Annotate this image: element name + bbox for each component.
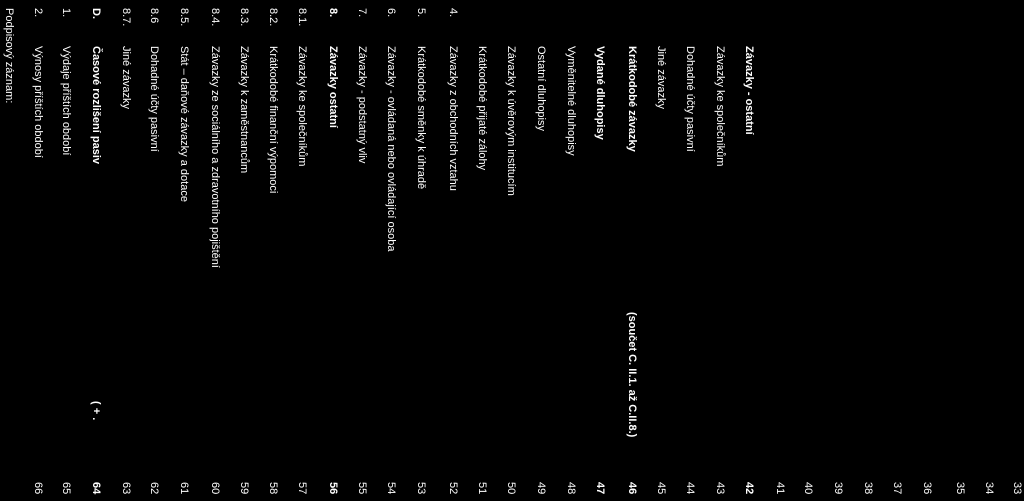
row-label: Závazky - podstatný vliv (356, 46, 368, 164)
row-label: Výnosy příštích období (32, 46, 44, 158)
table-row (979, 0, 999, 501)
table-row (1007, 0, 1024, 501)
table-row (292, 0, 312, 501)
table-row (622, 0, 642, 501)
row-line-number: 49 (535, 482, 547, 495)
table-row (0, 0, 19, 501)
table-row (174, 0, 194, 501)
row-label: Dohadné účty pasivní (684, 46, 696, 152)
table-row (323, 0, 343, 501)
row-line-number: 53 (415, 482, 427, 495)
table-row (263, 0, 283, 501)
row-number: D. (90, 8, 102, 19)
row-line-number: 40 (802, 482, 814, 495)
row-line-number: 50 (505, 482, 517, 495)
row-label: Časové rozlišení pasiv (90, 46, 102, 164)
row-label: Stát – daňové závazky a dotace (178, 46, 190, 202)
table-row (352, 0, 372, 501)
row-label: Jiné závazky (655, 46, 667, 109)
row-line-number: 64 (90, 482, 102, 495)
table-row (739, 0, 759, 501)
table-row (917, 0, 937, 501)
row-line-number: 45 (655, 482, 667, 495)
row-label: Závazky k úvěrovým institucím (505, 46, 517, 196)
row-line-number: 36 (921, 482, 933, 495)
row-formula: ( + . (90, 401, 102, 421)
row-line-number: 66 (32, 482, 44, 495)
row-line-number: 61 (178, 482, 190, 495)
table-row (798, 0, 818, 501)
row-label: Ostatní dluhopisy (535, 46, 547, 131)
table-row (205, 0, 225, 501)
table-row (144, 0, 164, 501)
table-row (680, 0, 700, 501)
table-row (234, 0, 254, 501)
row-number: 8.2. (267, 8, 279, 27)
table-row (858, 0, 878, 501)
row-label: Krátkodobé přijaté zálohy (476, 46, 488, 171)
row-line-number: 39 (832, 482, 844, 495)
row-label: Krátkodobé směnky k úhradě (415, 46, 427, 190)
row-line-number: 42 (743, 482, 755, 495)
table-row (531, 0, 551, 501)
table-row (472, 0, 492, 501)
table-row (28, 0, 48, 501)
row-line-number: 41 (774, 482, 786, 495)
table-row (770, 0, 790, 501)
row-label: Jiné závazky (120, 46, 132, 109)
row-line-number: 52 (447, 482, 459, 495)
table-row (828, 0, 848, 501)
row-label: Závazky ke společníkům (714, 46, 726, 167)
row-line-number: 38 (862, 482, 874, 495)
row-number: 4. (447, 8, 459, 18)
row-line-number: 37 (891, 482, 903, 495)
row-number: 6. (385, 8, 397, 18)
row-line-number: 46 (626, 482, 638, 495)
row-line-number: 51 (476, 482, 488, 495)
row-label: Závazky - ostatní (743, 46, 755, 135)
row-label: Závazky - ovládaná nebo ovládající osoba (385, 46, 397, 252)
row-line-number: 60 (209, 482, 221, 495)
row-line-number: 65 (60, 482, 72, 495)
row-line-number: 33 (1011, 482, 1023, 495)
table-row (381, 0, 401, 501)
row-number: 8. (327, 8, 339, 18)
row-line-number: 47 (594, 482, 606, 495)
row-line-number: 58 (267, 482, 279, 495)
table-row (590, 0, 610, 501)
row-label: Dohadné účty pasivní (148, 46, 160, 152)
row-line-number: 44 (684, 482, 696, 495)
row-number: 8.4. (209, 8, 221, 27)
row-line-number: 34 (983, 482, 995, 495)
row-label: Závazky ze sociálního a zdravotního pojištění (209, 46, 221, 268)
row-number: 8.3. (238, 8, 250, 27)
row-line-number: 57 (296, 482, 308, 495)
table-row (86, 0, 106, 501)
row-line-number: 62 (148, 482, 160, 495)
table-row (116, 0, 136, 501)
table-row (710, 0, 730, 501)
row-number: 2. (32, 8, 44, 18)
row-label: Podpisový záznam: (3, 8, 15, 104)
table-row (411, 0, 431, 501)
table-row (950, 0, 970, 501)
row-line-number: 54 (385, 482, 397, 495)
table-row (887, 0, 907, 501)
row-line-number: 56 (327, 482, 339, 495)
row-number: 8.1. (296, 8, 308, 27)
row-label: Závazky k zaměstnancům (238, 46, 250, 174)
row-label: Krátkodobé finanční výpomoci (267, 46, 279, 194)
row-number: 1. (60, 8, 72, 18)
row-line-number: 43 (714, 482, 726, 495)
table-row (443, 0, 463, 501)
row-number: 8.5. (178, 8, 190, 27)
row-number: 8.7. (120, 8, 132, 27)
row-label: Výdaje příštích období (60, 46, 72, 156)
table-row (651, 0, 671, 501)
row-label: Krátkodobé závazky (626, 46, 638, 152)
row-number: 8.6 (148, 8, 160, 24)
row-number: 5. (415, 8, 427, 18)
table-row (501, 0, 521, 501)
table-row (561, 0, 581, 501)
row-line-number: 35 (954, 482, 966, 495)
row-line-number: 55 (356, 482, 368, 495)
row-label: Vydané dluhopisy (594, 46, 606, 140)
row-label: Závazky z obchodních vztahu (447, 46, 459, 191)
row-line-number: 63 (120, 482, 132, 495)
table-row (56, 0, 76, 501)
row-label: Vyměnitelné dluhopisy (565, 46, 577, 156)
row-label: Závazky ostatní (327, 46, 339, 128)
row-number: 7. (356, 8, 368, 18)
row-formula: (součet C. II.1. až C.II.8.) (626, 312, 638, 438)
row-line-number: 48 (565, 482, 577, 495)
row-line-number: 59 (238, 482, 250, 495)
row-label: Závazky ke společníkům (296, 46, 308, 167)
